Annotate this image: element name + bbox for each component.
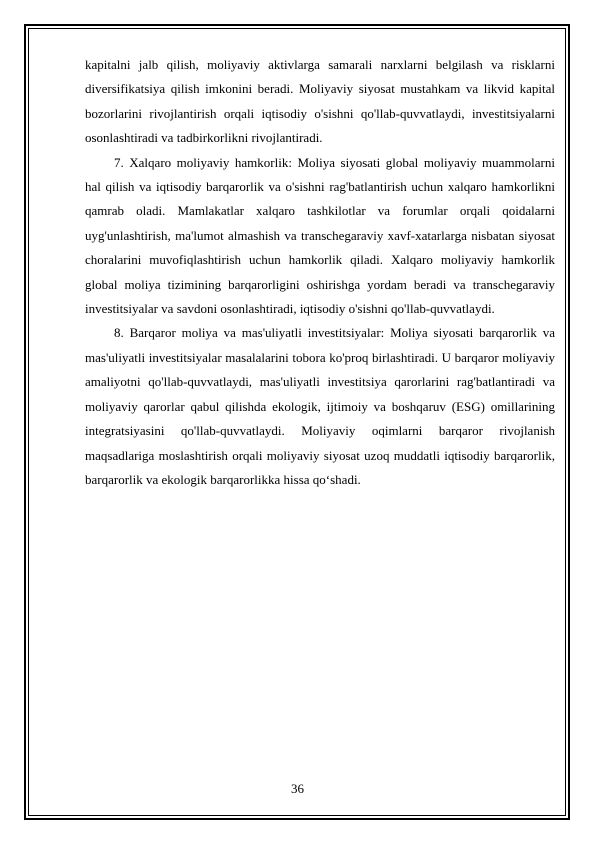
document-body — [85, 53, 555, 492]
paragraph-continuation: kapitalni jalb qilish, moliyaviy aktivlarga samarali narxlarni belgilash va risklarni diversifikatsiya qilish imkonini beradi. Moliyaviy siyosat mustahkam va likvid kapital bozorlarini rivojlantirish orqali iqtisodiy o'sishni qo'llab-quvvatlaydi, investitsiyalarni osonlashtiradi va tadbirkorlikni rivojlantiradi. — [85, 57, 555, 146]
paragraph-international-cooperation: 7. Xalqaro moliyaviy hamkorlik: Moliya siyosati global moliyaviy muammolarni hal qilish va iqtisodiy barqarorlik va o'sishni rag'batlantirish uchun xalqaro hamkorlikni qamrab oladi. Mamlakatlar xalqaro tashkilotlar va forumlar orqali qoidalarni uyg'unlashtirish, ma'lumot almashish va transchegaraviy xavf-xatarlarga nisbatan siyosat choralarini muvofiqlashtirish uchun hamkorlik qiladi. Xalqaro moliyaviy hamkorlik global moliya tizimining barqarorligini oshirishga yordam beradi va transchegaraviy investitsiyalar va savdoni osonlashtiradi, iqtisodiy o'sishni qo'llab-quvvatlaydi. — [85, 154, 555, 317]
page-number: 36 — [291, 781, 304, 796]
paragraph-sustainable-finance: 8. Barqaror moliya va mas'uliyatli investitsiyalar: Moliya siyosati barqarorlik va mas'uliyatli investitsiyalar masalalarini tobora ko'proq birlashtiradi. U barqaror moliyaviy amaliyotni qo'llab-quvvatlaydi, mas'uliyatli investitsiya qarorlarini rag'batlantiradi va moliyaviy qarorlar qabul qilishda ekologik, ijtimoiy va boshqaruv (ESG) omillarining integratsiyasini qo'llab-quvvatlaydi. Moliyaviy oqimlarni barqaror rivojlanish maqsadlariga moslashtirish orqali moliyaviy siyosat uzoq muddatli iqtisodiy barqarorlik, barqarorlik va ekologik barqarorlikka hissa qo‘shadi. — [85, 325, 555, 487]
